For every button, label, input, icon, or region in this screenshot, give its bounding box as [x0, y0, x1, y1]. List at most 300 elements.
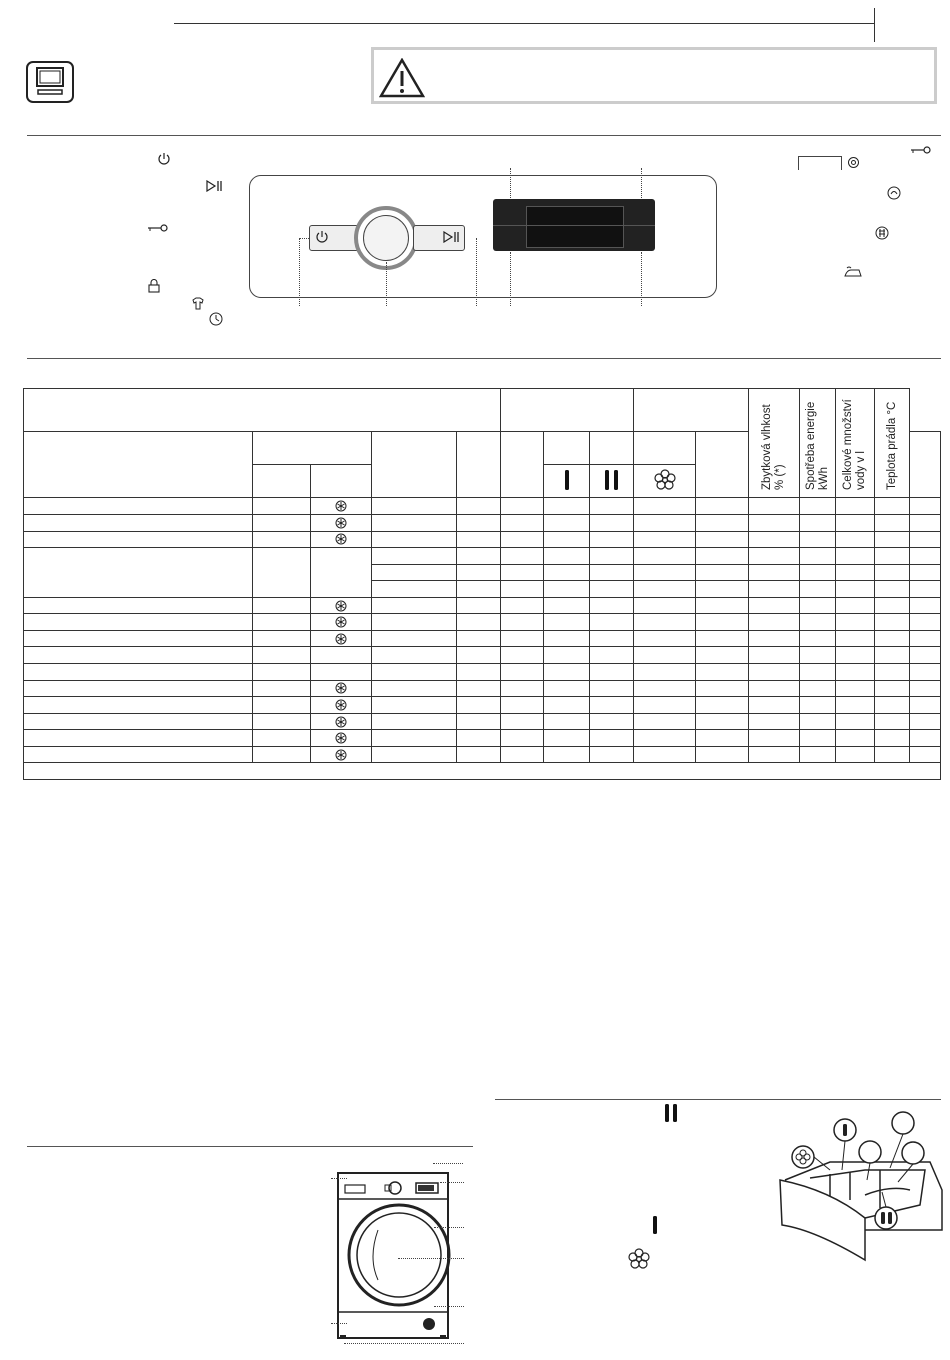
- compartment-2-label: [664, 1104, 678, 1127]
- table-cell: [372, 514, 457, 531]
- program-table: [23, 388, 941, 780]
- delay-timer-icon: [209, 311, 225, 327]
- compartment-1-label: [652, 1216, 658, 1239]
- table-cell: [501, 614, 544, 631]
- power-icon: [157, 152, 171, 166]
- washing-machine-illustration: [328, 1158, 468, 1350]
- header-moisture: Zbytková vlhkost % (*): [749, 389, 800, 498]
- shirt-timer-icon: [190, 297, 206, 311]
- table-cell: [544, 730, 590, 747]
- table-cell: [253, 630, 311, 647]
- table-cell: [800, 514, 836, 531]
- table-head-cell: [634, 389, 749, 432]
- table-cell: [544, 713, 590, 730]
- table-cell: [634, 647, 696, 664]
- table-cell: [457, 647, 501, 664]
- table-cell: [253, 531, 311, 548]
- table-cell: [910, 630, 941, 647]
- table-head-cell: [544, 432, 590, 465]
- table-cell: [749, 713, 800, 730]
- table-cell: [634, 697, 696, 714]
- cold-wash-snowflake-icon: [311, 680, 372, 697]
- table-cell: [800, 647, 836, 664]
- table-cell: [910, 531, 941, 548]
- table-cell: [875, 664, 910, 681]
- cold-wash-snowflake-icon: [311, 531, 372, 548]
- table-cell: [696, 498, 749, 515]
- table-cell: [253, 746, 311, 763]
- leader: [510, 168, 511, 198]
- table-cell: [253, 597, 311, 614]
- table-cell: [875, 614, 910, 631]
- table-row: [24, 664, 941, 681]
- table-cell: [910, 730, 941, 747]
- leader: [434, 1306, 464, 1307]
- table-cell: [800, 630, 836, 647]
- table-cell: [457, 514, 501, 531]
- table-cell: [696, 713, 749, 730]
- table-cell: [749, 730, 800, 747]
- monitor-icon: [26, 61, 74, 103]
- table-cell: [590, 630, 634, 647]
- table-cell: [253, 664, 311, 681]
- table-cell: [634, 614, 696, 631]
- table-cell: [457, 498, 501, 515]
- table-head-cell: [253, 432, 372, 465]
- table-cell: [372, 730, 457, 747]
- table-cell: [800, 597, 836, 614]
- table-cell: [24, 730, 253, 747]
- table-cell: [800, 713, 836, 730]
- table-cell: [590, 514, 634, 531]
- table-cell: [875, 697, 910, 714]
- table-cell: [836, 730, 875, 747]
- table-cell: [749, 697, 800, 714]
- table-cell: [634, 514, 696, 531]
- table-cell: [544, 664, 590, 681]
- table-cell: [501, 630, 544, 647]
- table-cell: [836, 498, 875, 515]
- table-cell: [696, 746, 749, 763]
- table-cell: [590, 597, 634, 614]
- table-cell: [696, 548, 749, 565]
- table-cell: [24, 647, 253, 664]
- leader: [398, 1258, 464, 1259]
- header-water: Celkové množství vody v l: [836, 389, 875, 498]
- table-cell: [253, 548, 311, 598]
- table-cell: [634, 713, 696, 730]
- warning-triangle-icon: [379, 58, 425, 98]
- table-cell: [696, 697, 749, 714]
- table-cell: [910, 713, 941, 730]
- table-cell: [372, 746, 457, 763]
- table-row: [24, 597, 941, 614]
- table-cell: [634, 581, 696, 598]
- table-cell: [544, 581, 590, 598]
- leader: [433, 1163, 463, 1164]
- table-cell: [501, 597, 544, 614]
- table-cell: [836, 581, 875, 598]
- table-head-cell: [634, 432, 696, 465]
- table-cell: [501, 647, 544, 664]
- table-cell: [544, 630, 590, 647]
- table-cell: [836, 548, 875, 565]
- header-temp: Teplota prádla °C: [875, 389, 910, 498]
- table-cell: [457, 564, 501, 581]
- table-cell: [501, 664, 544, 681]
- table-cell: [372, 498, 457, 515]
- table-cell: [634, 680, 696, 697]
- table-cell: [696, 581, 749, 598]
- table-cell: [910, 548, 941, 565]
- table-cell: [800, 581, 836, 598]
- table-cell: [372, 614, 457, 631]
- top-rule-end: [874, 8, 875, 42]
- table-cell: [800, 746, 836, 763]
- table-cell: [590, 548, 634, 565]
- table-cell: [24, 597, 253, 614]
- table-cell: [311, 664, 372, 681]
- table-cell: [501, 581, 544, 598]
- table-cell: [590, 531, 634, 548]
- iron-icon: [843, 265, 863, 279]
- table-cell: [836, 664, 875, 681]
- table-head-cell: [24, 432, 253, 498]
- table-cell: [544, 597, 590, 614]
- table-cell: [590, 614, 634, 631]
- table-cell: [501, 564, 544, 581]
- table-cell: [372, 564, 457, 581]
- table-head-cell: [253, 465, 311, 498]
- table-cell: [696, 730, 749, 747]
- table-cell: [910, 746, 941, 763]
- table-cell: [910, 680, 941, 697]
- table-cell: [457, 746, 501, 763]
- table-cell: [372, 697, 457, 714]
- cold-wash-snowflake-icon: [311, 514, 372, 531]
- table-row: [24, 514, 941, 531]
- table-cell: [501, 713, 544, 730]
- table-cell: [749, 647, 800, 664]
- table-head-cell: [696, 432, 749, 498]
- table-cell: [836, 630, 875, 647]
- table-cell: [875, 680, 910, 697]
- table-cell: [875, 531, 910, 548]
- table-cell: [501, 498, 544, 515]
- table-cell: [590, 730, 634, 747]
- table-cell: [501, 746, 544, 763]
- table-cell: [836, 564, 875, 581]
- table-cell: [253, 614, 311, 631]
- leader: [641, 252, 642, 306]
- table-cell: [749, 614, 800, 631]
- table-cell: [696, 630, 749, 647]
- key-icon-right: [910, 145, 932, 155]
- table-head-cell: [501, 389, 634, 432]
- cold-wash-snowflake-icon: [311, 746, 372, 763]
- table-cell: [24, 548, 253, 598]
- table-cell: [24, 498, 253, 515]
- leader: [476, 238, 477, 306]
- table-cell: [634, 498, 696, 515]
- table-cell: [910, 614, 941, 631]
- table-cell: [372, 713, 457, 730]
- power-button-icon: [315, 230, 329, 244]
- table-cell: [501, 514, 544, 531]
- table-cell: [457, 548, 501, 565]
- table-cell: [910, 498, 941, 515]
- table-head-cell: [457, 432, 501, 498]
- section-rule-4: [27, 1146, 473, 1147]
- table-cell: [875, 514, 910, 531]
- table-cell: [457, 713, 501, 730]
- table-cell: [875, 713, 910, 730]
- table-cell: [634, 597, 696, 614]
- table-cell: [590, 498, 634, 515]
- leader: [299, 238, 300, 306]
- leader: [510, 252, 511, 306]
- detergent-drawer-illustration: [770, 1100, 945, 1265]
- display-screen: [526, 206, 624, 248]
- table-cell: [311, 647, 372, 664]
- section-rule-1: [27, 135, 941, 136]
- table-cell: [253, 730, 311, 747]
- table-cell: [836, 514, 875, 531]
- table-head-cell: [311, 465, 372, 498]
- table-cell: [253, 713, 311, 730]
- table-cell: [634, 630, 696, 647]
- start-pause-button-icon: [443, 231, 461, 243]
- table-row: [24, 647, 941, 664]
- table-cell: [910, 697, 941, 714]
- table-cell: [875, 746, 910, 763]
- table-cell: [910, 514, 941, 531]
- table-cell: [800, 730, 836, 747]
- table-cell: [836, 680, 875, 697]
- table-cell: [544, 564, 590, 581]
- table-cell: [800, 564, 836, 581]
- table-cell: [544, 614, 590, 631]
- leader: [344, 1343, 464, 1344]
- table-cell: [800, 664, 836, 681]
- table-row: [24, 531, 941, 548]
- table-cell: [24, 664, 253, 681]
- table-cell: [749, 581, 800, 598]
- table-cell: [749, 498, 800, 515]
- table-cell: [372, 581, 457, 598]
- table-row: [24, 548, 941, 565]
- table-cell: [24, 531, 253, 548]
- table-row: [24, 614, 941, 631]
- rinse-icon: [887, 186, 901, 200]
- table-cell: [253, 647, 311, 664]
- table-cell: [590, 697, 634, 714]
- table-cell: [875, 630, 910, 647]
- table-cell: [634, 730, 696, 747]
- table-cell: [457, 531, 501, 548]
- table-cell: [590, 746, 634, 763]
- table-cell: [544, 697, 590, 714]
- table-cell: [875, 597, 910, 614]
- table-row: [24, 498, 941, 515]
- table-cell: [696, 647, 749, 664]
- table-cell: [749, 564, 800, 581]
- start-pause-icon: [206, 180, 224, 192]
- table-head-cell: [910, 432, 941, 498]
- table-cell: [910, 597, 941, 614]
- table-row: [24, 697, 941, 714]
- table-cell: [544, 746, 590, 763]
- table-row: [24, 630, 941, 647]
- table-head-cell: [372, 432, 457, 498]
- table-cell: [875, 647, 910, 664]
- table-cell: [634, 746, 696, 763]
- table-cell: [696, 597, 749, 614]
- table-cell: [749, 514, 800, 531]
- table-cell: [910, 581, 941, 598]
- leader: [331, 1178, 347, 1179]
- table-cell: [501, 548, 544, 565]
- table-cell: [544, 680, 590, 697]
- table-cell: [24, 630, 253, 647]
- table-cell: [544, 531, 590, 548]
- table-head-cell: [24, 389, 501, 432]
- table-cell: [457, 664, 501, 681]
- table-cell: [800, 531, 836, 548]
- table-cell: [24, 680, 253, 697]
- table-cell: [749, 548, 800, 565]
- table-cell: [501, 531, 544, 548]
- table-row: [24, 713, 941, 730]
- table-cell: [457, 680, 501, 697]
- table-cell: [634, 564, 696, 581]
- table-cell: [800, 697, 836, 714]
- table-cell: [590, 713, 634, 730]
- key-icon: [147, 223, 169, 233]
- table-cell: [696, 564, 749, 581]
- table-head-cell: [501, 432, 544, 498]
- table-cell: [749, 597, 800, 614]
- table-cell: [696, 531, 749, 548]
- table-cell: [836, 713, 875, 730]
- cold-wash-snowflake-icon: [311, 713, 372, 730]
- table-cell: [372, 597, 457, 614]
- table-cell: [24, 614, 253, 631]
- table-cell: [590, 647, 634, 664]
- program-dial[interactable]: [363, 215, 409, 261]
- display-divider: [493, 225, 655, 226]
- table-cell: [590, 680, 634, 697]
- table-cell: [696, 514, 749, 531]
- table-cell: [457, 630, 501, 647]
- table-cell: [910, 647, 941, 664]
- table-cell: [910, 564, 941, 581]
- header-energy: Spotřeba energie kWh: [800, 389, 836, 498]
- table-cell: [253, 498, 311, 515]
- table-cell: [696, 664, 749, 681]
- table-row: [24, 746, 941, 763]
- lock-icon: [148, 279, 160, 293]
- compartment-1-icon: [544, 465, 590, 498]
- table-cell: [836, 647, 875, 664]
- table-cell: [372, 630, 457, 647]
- table-cell: [800, 498, 836, 515]
- table-head-cell: [590, 432, 634, 465]
- table-cell: [634, 548, 696, 565]
- section-rule-2: [27, 358, 941, 359]
- cold-wash-snowflake-icon: [311, 498, 372, 515]
- table-cell: [749, 664, 800, 681]
- leader: [386, 262, 387, 306]
- softener-label-icon: [628, 1248, 650, 1270]
- table-cell: [544, 514, 590, 531]
- leader: [299, 238, 309, 239]
- table-cell: [311, 548, 372, 598]
- table-cell: [800, 614, 836, 631]
- table-cell: [372, 647, 457, 664]
- cold-wash-snowflake-icon: [311, 697, 372, 714]
- cold-wash-snowflake-icon: [311, 730, 372, 747]
- top-rule: [174, 23, 874, 24]
- table-cell: [544, 548, 590, 565]
- table-cell: [24, 713, 253, 730]
- table-cell: [696, 614, 749, 631]
- table-cell: [590, 564, 634, 581]
- softener-flower-icon: [634, 465, 696, 498]
- table-cell: [590, 664, 634, 681]
- table-cell: [372, 531, 457, 548]
- table-cell: [372, 664, 457, 681]
- table-cell: [836, 697, 875, 714]
- table-cell: [836, 597, 875, 614]
- table-cell: [749, 531, 800, 548]
- table-cell: [910, 664, 941, 681]
- table-cell: [875, 548, 910, 565]
- table-cell: [749, 680, 800, 697]
- table-cell: [501, 697, 544, 714]
- table-cell: [875, 564, 910, 581]
- table-cell: [457, 614, 501, 631]
- leader: [331, 1323, 347, 1324]
- spin-icon: [847, 156, 860, 169]
- table-footer-row: [24, 763, 941, 780]
- leader: [434, 1227, 464, 1228]
- table-cell: [836, 614, 875, 631]
- table-cell: [457, 581, 501, 598]
- cold-wash-snowflake-icon: [311, 630, 372, 647]
- leader: [641, 168, 642, 198]
- table-cell: [544, 647, 590, 664]
- table-cell: [749, 630, 800, 647]
- compartment-2-icon: [590, 465, 634, 498]
- table-cell: [749, 746, 800, 763]
- table-row: [24, 730, 941, 747]
- leader: [440, 1182, 464, 1183]
- table-cell: [501, 730, 544, 747]
- table-cell: [253, 680, 311, 697]
- grid-icon: [875, 226, 889, 240]
- table-cell: [875, 581, 910, 598]
- table-cell: [800, 680, 836, 697]
- table-cell: [24, 697, 253, 714]
- table-cell: [590, 581, 634, 598]
- table-cell: [457, 697, 501, 714]
- table-cell: [372, 548, 457, 565]
- table-cell: [24, 746, 253, 763]
- table-cell: [544, 498, 590, 515]
- table-cell: [457, 730, 501, 747]
- table-cell: [24, 514, 253, 531]
